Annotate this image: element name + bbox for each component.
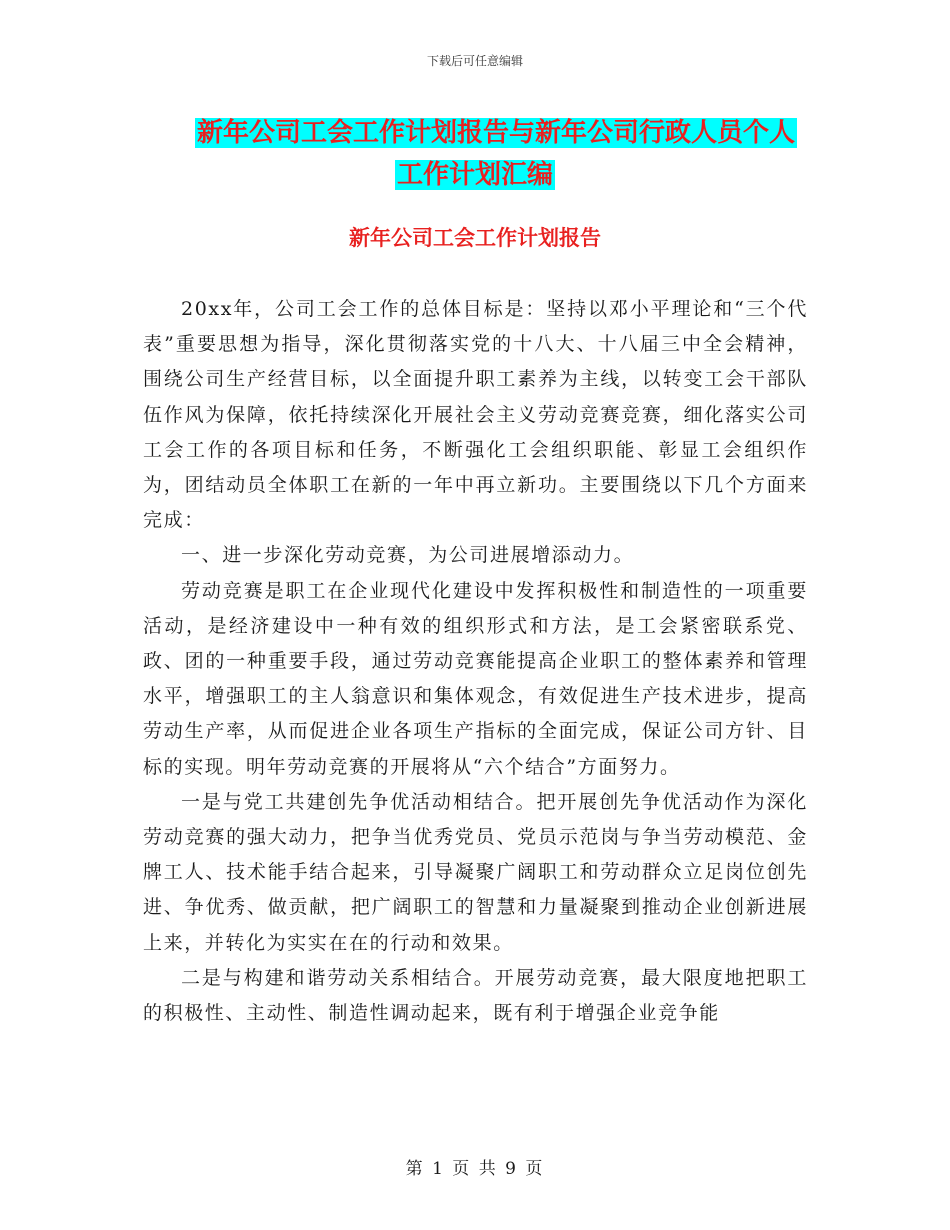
page-header-note: 下载后可任意编辑 bbox=[426, 54, 523, 68]
section-title: 新年公司工会工作计划报告 bbox=[349, 225, 601, 250]
body-paragraph: 劳动竞赛是职工在企业现代化建设中发挥积极性和制造性的一项重要活动，是经济建设中一种有效的组织形式和方法，是工会紧密联系党、政、团的一种重要手段，通过劳动竞赛能提高企业职工的整体素养和管理水平，增强职工的主人翁意识和集体观念，有效促进生产技术进步，提高劳动生产率，从而促进企业各项生产指标的全面完成，保证公司方针、目标的实现。明年劳动竞赛的开展将从“六个结合”方面努力。 bbox=[143, 579, 808, 778]
document-title-line-2: 工作计划汇编 bbox=[397, 160, 554, 190]
document-body bbox=[143, 292, 808, 1031]
document-title-line-1: 新年公司工会工作计划报告与新年公司行政人员个人 bbox=[197, 118, 796, 148]
body-paragraph: 一是与党工共建创先争优活动相结合。把开展创先争优活动作为深化劳动竞赛的强大动力，把争当优秀党员、党员示范岗与争当劳动模范、金牌工人、技术能手结合起来，引导凝聚广阔职工和劳动群众立足岗位创先进、争优秀、做贡献，把广阔职工的智慧和力量凝聚到推动企业创新进展上来，并转化为实实在在的行动和效果。 bbox=[143, 790, 808, 954]
body-paragraph: 20xx年，公司工会工作的总体目标是：坚持以邓小平理论和“三个代表”重要思想为指导，深化贯彻落实党的十八大、十八届三中全会精神，围绕公司生产经营目标，以全面提升职工素养为主线，以转变工会干部队伍作风为保障，依托持续深化开展社会主义劳动竞赛竞赛，细化落实公司工会工作的各项目标和任务，不断强化工会组织职能、彰显工会组织作为，团结动员全体职工在新的一年中再立新功。主要围绕以下几个方面来完成： bbox=[143, 298, 808, 532]
body-paragraph: 一、进一步深化劳动竞赛，为公司进展增添动力。 bbox=[181, 544, 635, 567]
body-paragraph: 二是与构建和谐劳动关系相结合。开展劳动竞赛，最大限度地把职工的积极性、主动性、制造性调动起来，既有利于增强企业竞争能 bbox=[143, 966, 808, 1025]
page-number: 第 1 页 共 9 页 bbox=[405, 1159, 545, 1179]
